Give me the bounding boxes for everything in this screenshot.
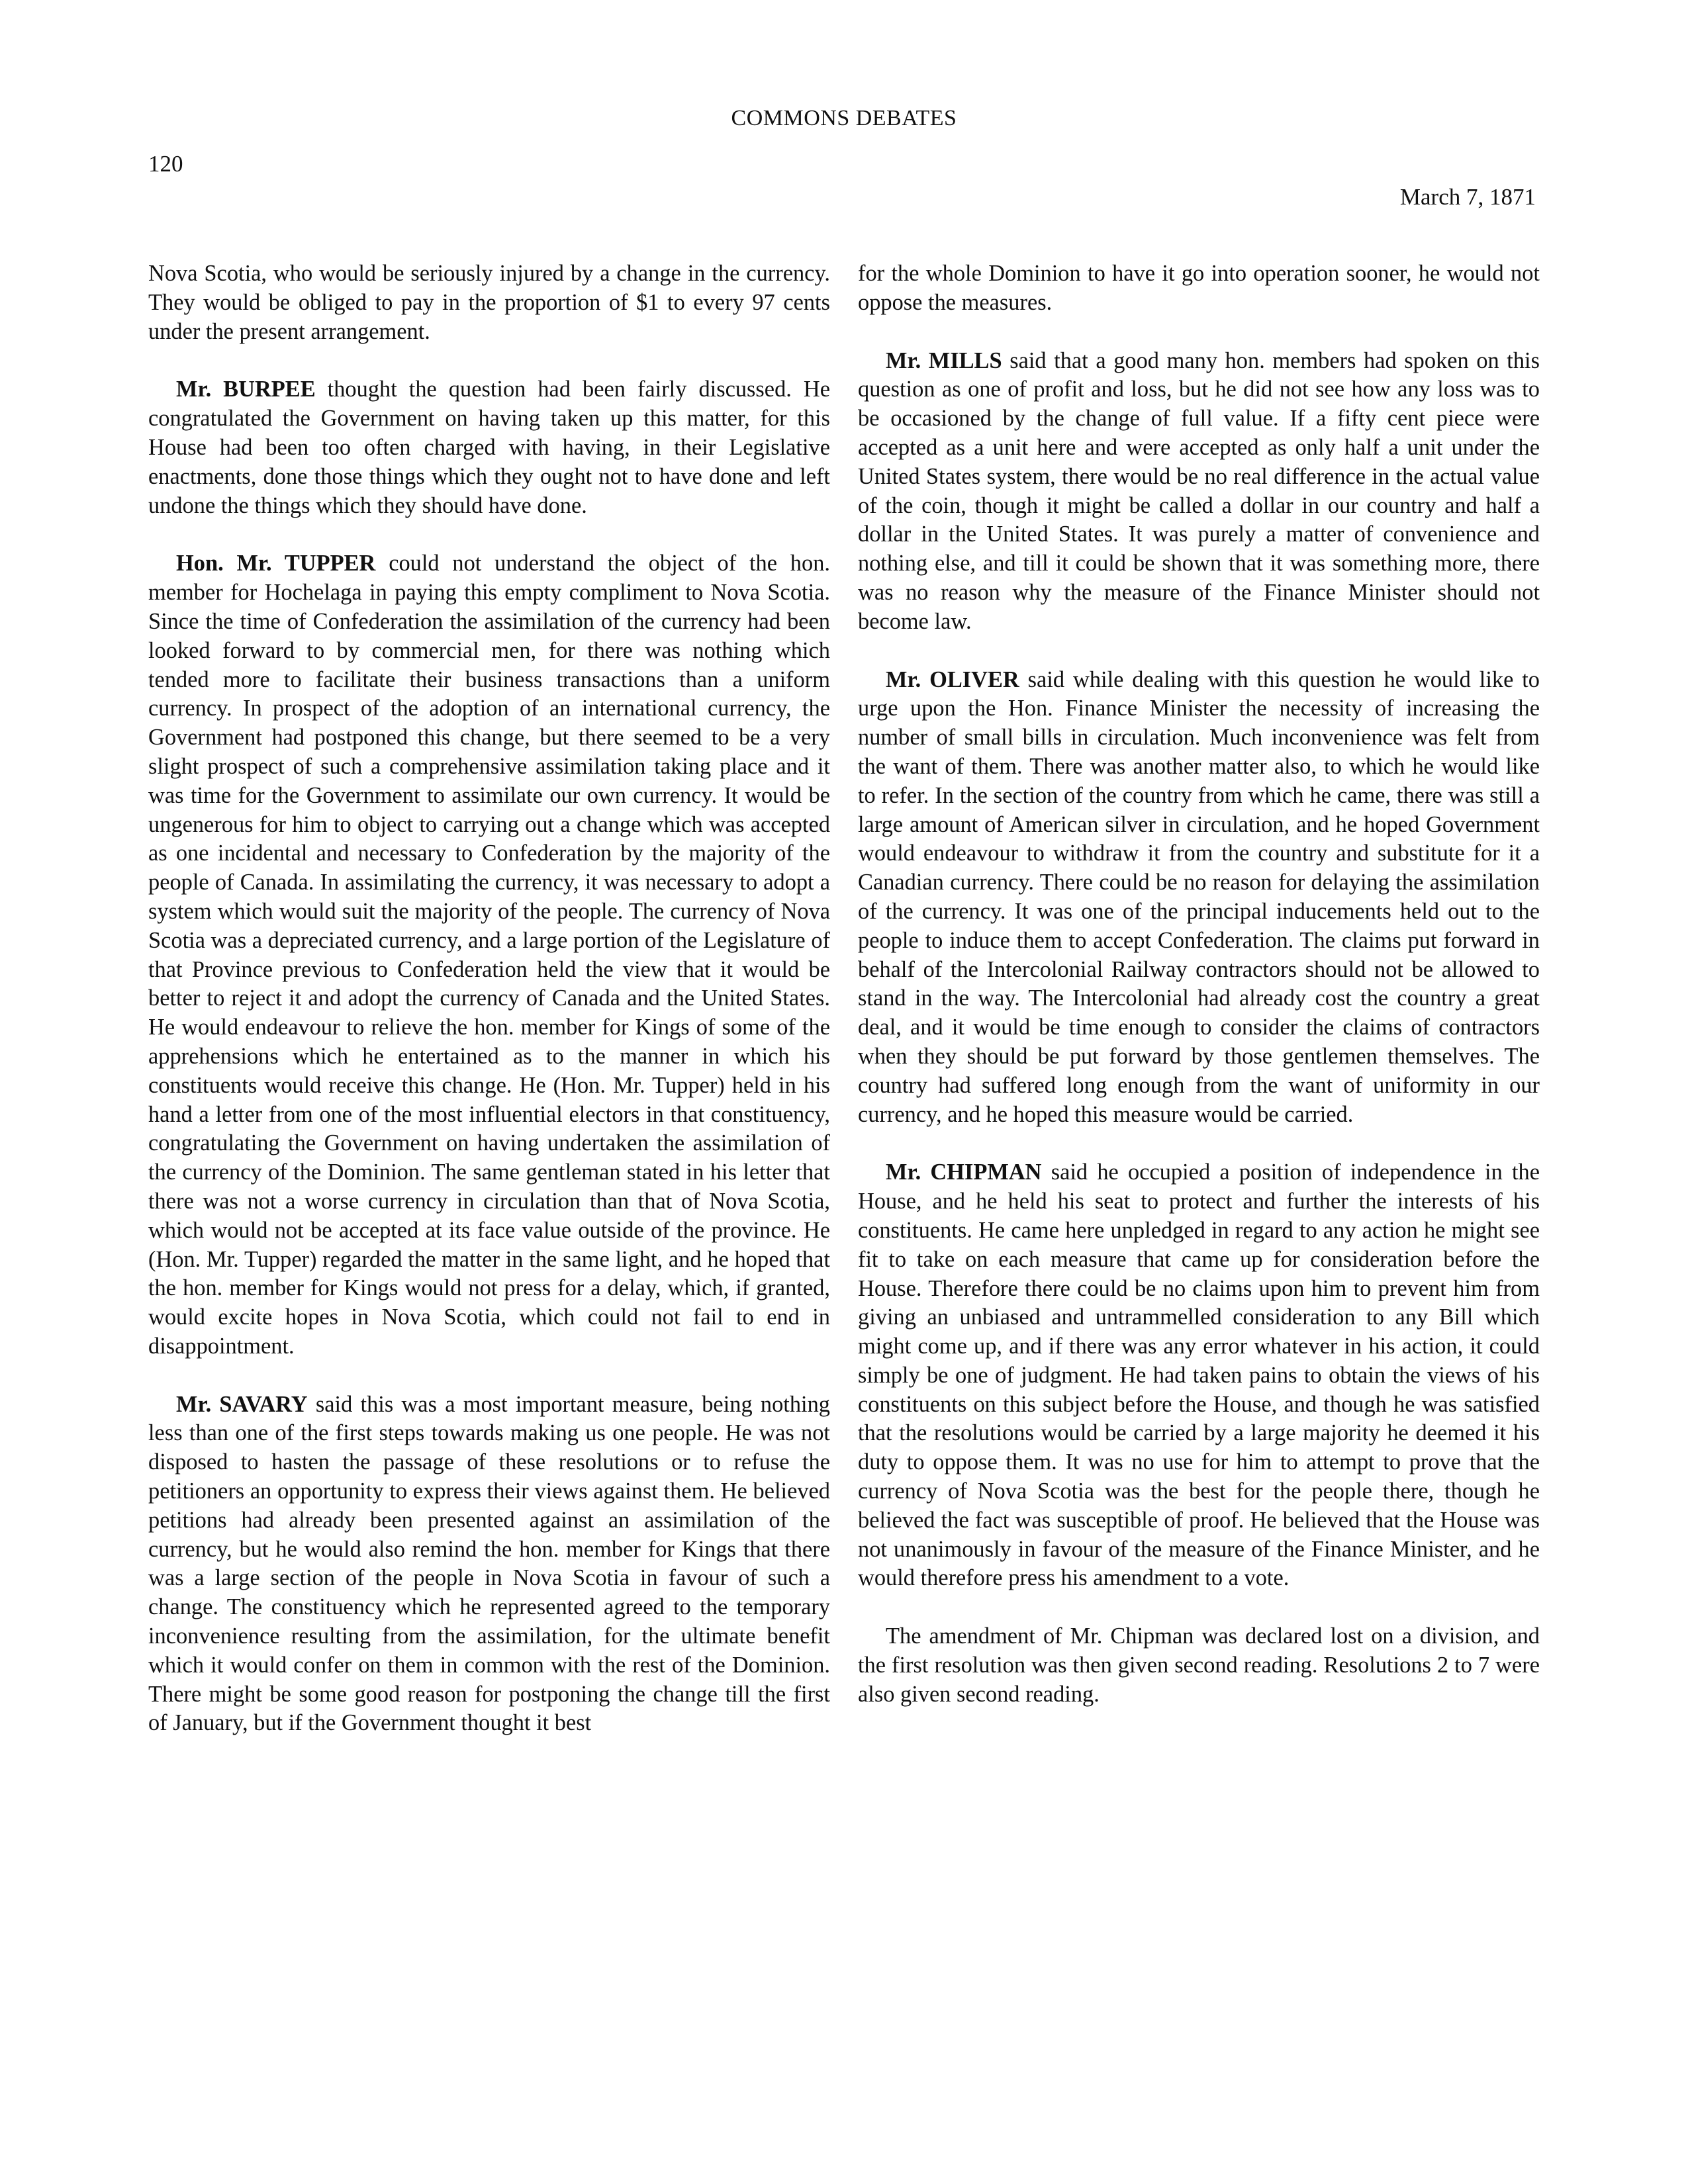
paragraph-text: could not understand the object of the hon. member for Hochelaga in paying this empty compliment to Nova Scotia. Since the time of Confederation the assimilation of the currency had been looked forward to by commercial men, for there was nothing which tended more to facilitate their business transactions than a uniform currency. In prospect of the adoption of an international currency, the Government had postponed this change, but there seemed to be a very slight prospect of such a comprehensive assimilation taking place and it was time for the Government to assimilate our own currency. It would be ungenerous for him to object to carrying out a change which was accepted as one incidental and necessary to Confederation by the majority of the people of Canada. In assimilating the currency, it was necessary to adopt a system which would suit the majority of the people. The currency of Nova Scotia was a depreciated currency, and a large portion of the Legislature of that Province previous to Confederation held the view that it would be better to reject it and adopt the currency of Canada and the United States. He would endeavour to relieve the hon. member for Kings of some of the apprehensions which he entertained as to the manner in which his constituents would receive this change. He (Hon. Mr. Tupper) held in his hand a letter from one of the most influential electors in that constituency, congratulating the Government on having undertaken the assimilation of the currency of the Dominion. The same gentleman stated in his letter that there was not a worse currency in circulation than that of Nova Scotia, which would not be accepted at its face value outside of the province. He (Hon. Mr. Tupper) regarded the matter in the same light, and he hoped that the hon. member for Kings would not press for a delay, which, if granted, would excite hopes in Nova Scotia, which could not fail to end in disappointment. <box>148 551 830 1359</box>
paragraph-text: said while dealing with this question he would like to urge upon the Hon. Finance Minister the necessity of increasing the number of small bills in circulation. Much inconvenience was felt from the want of them. There was another matter also, to which he would like to refer. In the section of the country from which he came, there was still a large amount of American silver in circulation, and he hoped Government would endeavour to withdraw it from the country and substitute for it a Canadian currency. There could be no reason for delaying the assimilation of the currency. It was one of the principal inducements held out to the people to induce them to accept Confederation. The claims put forward in behalf of the Intercolonial Railway contractors should not be allowed to stand in the way. The Intercolonial had already cost the country a great deal, and it would be time enough to consider the claims of contractors when they should be put forward by those gentlemen themselves. The country had suffered long enough from the want of uniformity in our currency, and he hoped this measure would be carried. <box>858 666 1540 1127</box>
speaker-name: Mr. BURPEE <box>176 377 316 402</box>
paragraph-text: thought the question had been fairly discussed. He congratulated the Government on having taken up this matter, for this House had been too often charged with having, in their Legislative enactments, done those things which they ought not to have done and left undone the things which they should have done. <box>148 377 830 518</box>
left-column <box>148 259 830 1767</box>
paragraph <box>858 666 1540 1130</box>
speaker-name: Mr. CHIPMAN <box>886 1160 1042 1185</box>
page-number: 120 <box>148 151 183 177</box>
paragraph-text: The amendment of Mr. Chipman was declared lost on a division, and the first resolution was then given second reading. Resolutions 2 to 7 were also given second reading. <box>858 1623 1540 1707</box>
paragraph <box>858 259 1540 318</box>
paragraph-text: Nova Scotia, who would be seriously injured by a change in the currency. They would be obliged to pay in the proportion of $1 to every 97 cents under the present arrangement. <box>148 261 830 344</box>
paragraph-text: for the whole Dominion to have it go into operation sooner, he would not oppose the measures. <box>858 261 1540 315</box>
speaker-name: Hon. Mr. TUPPER <box>176 551 376 576</box>
running-head: COMMONS DEBATES <box>731 106 957 130</box>
paragraph <box>148 549 830 1361</box>
paragraph-text: said that a good many hon. members had spoken on this question as one of profit and loss, but he did not see how any loss was to be occasioned by the change of full value. If a fifty cent piece were accepted as a unit here and were accepted as only half a unit under the United States system, there would be no real difference in the actual value of the coin, though it might be called a dollar in our country and half a dollar in the United States. It was purely a matter of convenience and nothing else, and till it could be shown that it was something more, there was no reason why the measure of the Finance Minister should not become law. <box>858 347 1540 634</box>
paragraph-text: said this was a most important measure, being nothing less than one of the first steps towards making us one people. He was not disposed to hasten the passage of these resolutions or to refuse the petitioners an opportunity to express their views against them. He believed petitions had already been presented against an assimilation of the currency, but he would also remind the hon. member for Kings that there was a large section of the people in Nova Scotia in favour of such a change. The constituency which he represented agreed to the temporary inconvenience resulting from the assimilation, for the ultimate benefit which it would confer on them in common with the rest of the Dominion. There might be some good reason for postponing the change till the first of January, but if the Government thought it best <box>148 1391 830 1736</box>
paragraph <box>148 1390 830 1739</box>
paragraph <box>858 1622 1540 1709</box>
speaker-name: Mr. OLIVER <box>886 666 1019 692</box>
paragraph-text: said he occupied a position of independence in the House, and he held his seat to protect and further the interests of his constituents. He came here unpledged in regard to any action he might see fit to take on each measure that came up for consideration before the House. Therefore there could be no claims upon him to prevent him from giving an unbiased and untrammelled consideration to any Bill which might come up, and if there was any error whatever in his action, it could simply be one of judgment. He had taken pains to obtain the views of his constituents on this subject before the House, and though he was satisfied that the resolutions would be carried by a large majority he deemed it his duty to oppose them. It was no use for him to attempt to prove that the currency of Nova Scotia was the best for the people there, though he believed the fact was susceptible of proof. He believed that the House was not unanimously in favour of the measure of the Finance Minister, and he would therefore press his amendment to a vote. <box>858 1160 1540 1591</box>
page-date: March 7, 1871 <box>1399 184 1536 210</box>
speaker-name: Mr. MILLS <box>886 347 1002 373</box>
paragraph <box>858 1158 1540 1593</box>
right-column <box>858 259 1540 1739</box>
paragraph <box>148 375 830 520</box>
paragraph <box>148 259 830 346</box>
paragraph <box>858 347 1540 637</box>
speaker-name: Mr. SAVARY <box>176 1391 308 1417</box>
